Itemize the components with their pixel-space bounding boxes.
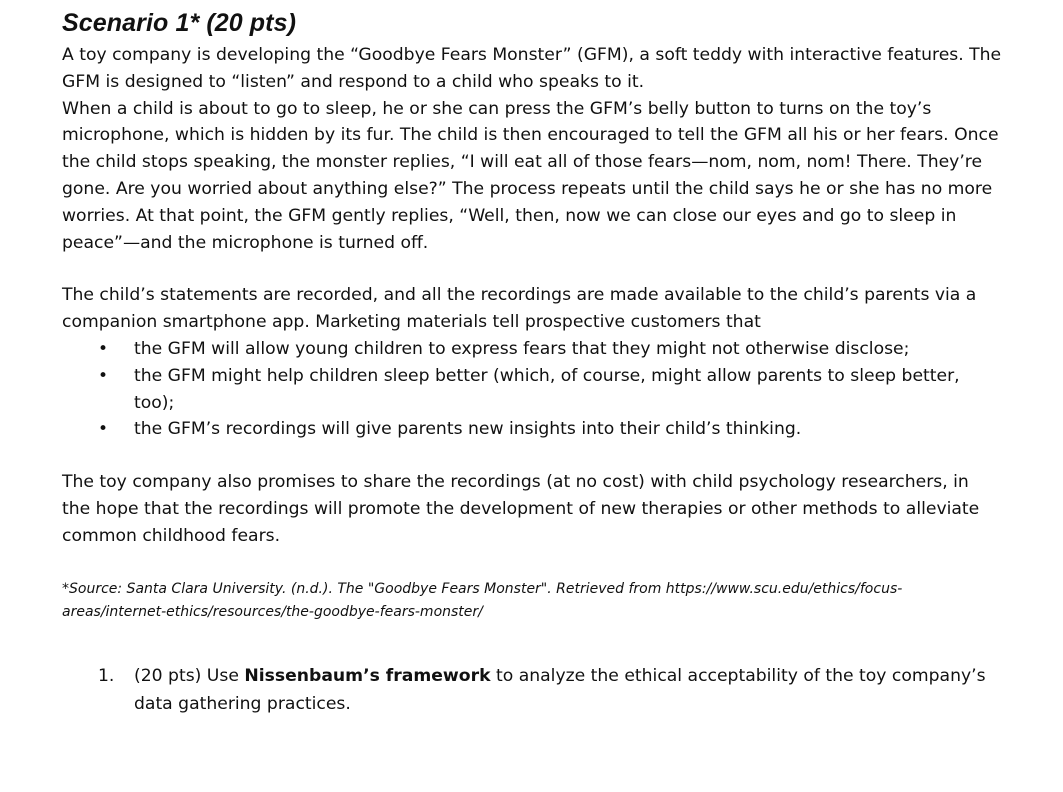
bullet-dot-icon: • bbox=[98, 419, 109, 440]
bullet-item bbox=[62, 336, 1002, 363]
source-citation: *Source: Santa Clara University. (n.d.). The "Goodbye Fears Monster". Retrieved from https://www.scu.edu/ethics/focus-areas/internet-ethics/resources/the-goodbye-fears-monster/ bbox=[62, 580, 903, 620]
paragraph-process: When a child is about to go to sleep, he or she can press the GFM’s belly button to turns on the toy’s microphone, which is hidden by its fur. The child is then encouraged to tell the GFM all his or her fears. Once the child stops speaking, the monster replies, “I will eat all of those fears—nom, nom, nom! There. They’re gone. Are you worried about anything else?” The process repeats until the child says he or she has no more worries. At that point, the GFM gently replies, “Well, then, now we can close our eyes and go to sleep in peace”—and the microphone is turned off. bbox=[62, 98, 999, 253]
bullet-item bbox=[62, 416, 1002, 443]
question-item bbox=[62, 662, 1002, 719]
bullet-item bbox=[62, 363, 1002, 417]
paragraph-research: The toy company also promises to share the recordings (at no cost) with child psychology researchers, in the hope that the recordings will promote the development of new therapies or other methods to alleviate common childhood fears. bbox=[62, 472, 980, 546]
spacer bbox=[62, 443, 1002, 469]
scenario-title: Scenario 1* (20 pts) bbox=[62, 9, 297, 37]
question-prefix: (20 pts) Use bbox=[134, 665, 245, 686]
question-list bbox=[62, 662, 1002, 719]
paragraph-recordings: The child’s statements are recorded, and all the recordings are made available to the child’s parents via a companion smartphone app. Marketing materials tell prospective customers that bbox=[62, 285, 977, 333]
bullet-text: the GFM will allow young children to express fears that they might not otherwise disclose; bbox=[134, 338, 910, 359]
spacer bbox=[62, 256, 1002, 282]
paragraph-intro: A toy company is developing the “Goodbye Fears Monster” (GFM), a soft teddy with interactive features. The GFM is designed to “listen” and respond to a child who speaks to it. bbox=[62, 45, 1002, 92]
question-suffix: to analyze the ethical acceptability of the toy company’s data gathering practices. bbox=[134, 665, 986, 715]
bullet-text: the GFM might help children sleep better (which, of course, might allow parents to sleep better, too); bbox=[134, 365, 960, 413]
marketing-bullet-list bbox=[62, 336, 1002, 443]
question-number: 1. bbox=[98, 665, 115, 686]
bullet-text: the GFM’s recordings will give parents new insights into their child’s thinking. bbox=[134, 419, 802, 440]
bullet-dot-icon: • bbox=[98, 365, 109, 386]
bullet-dot-icon: • bbox=[98, 338, 109, 359]
question-bold-term: Nissenbaum’s framework bbox=[244, 665, 491, 686]
document-page bbox=[62, 8, 1002, 719]
